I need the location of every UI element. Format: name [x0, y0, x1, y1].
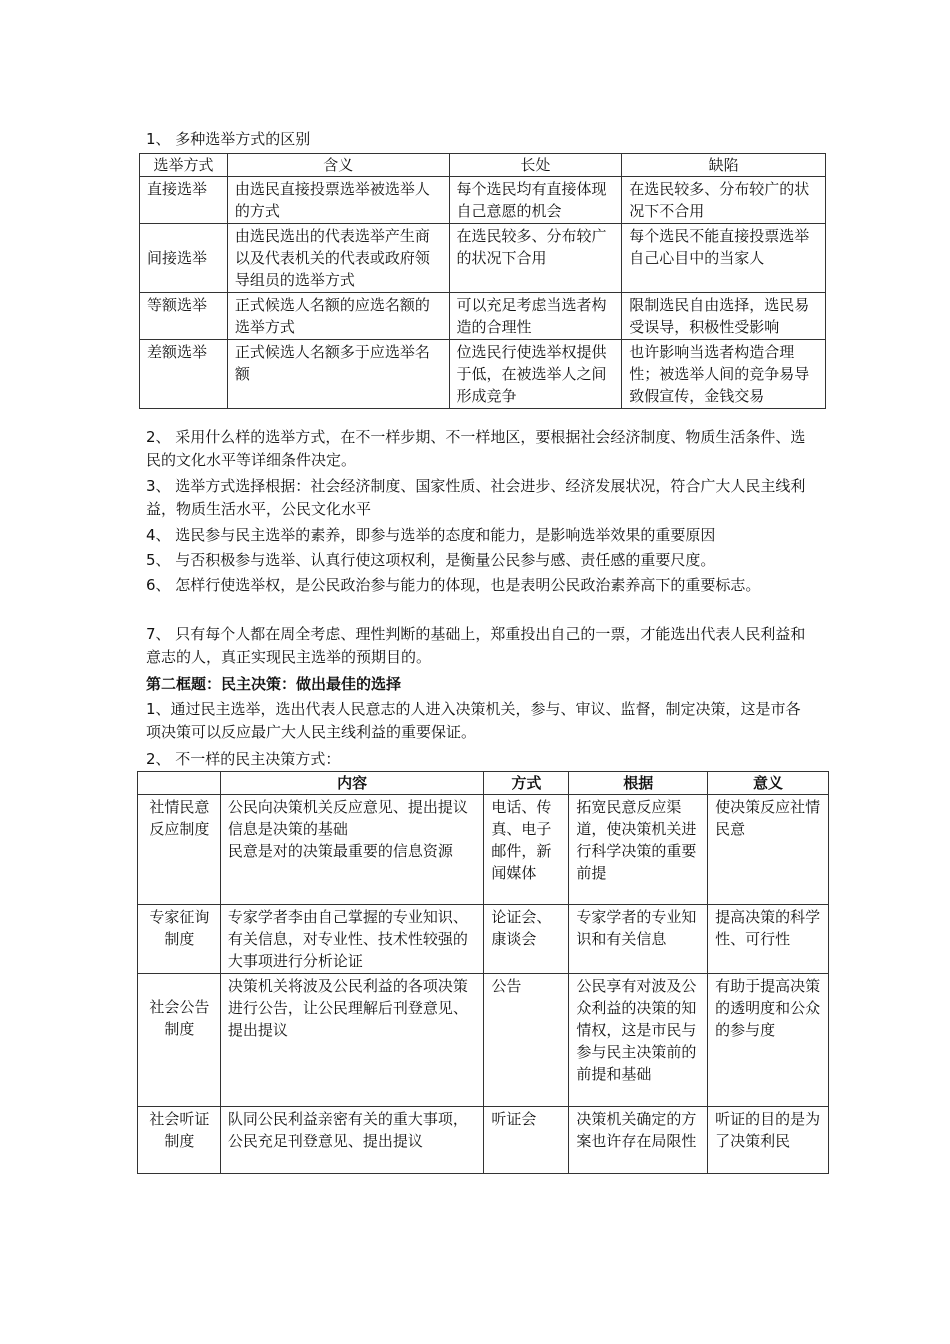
table-cell [220, 974, 484, 1107]
paragraph-2: 2、 采用什么样的选举方式，在不一样步期、不一样地区，要根据社会经济制度、物质生活条件、选民的文化水平等详细条件决定。 [146, 428, 806, 469]
table-header-cell: 含义 [227, 154, 449, 177]
table-cell: 每个选民不能直接投票选举自己心目中的当家人 [622, 224, 826, 293]
paragraph-3: 3、 选举方式选择根据：社会经济制度、国家性质、社会进步、经济发展状况，符合广大人民主线利益，物质生活水平，公民文化水平 [146, 477, 806, 518]
table-cell: 正式候选人名额的应选名额的选举方式 [227, 293, 449, 340]
table-header-cell: 根据 [569, 772, 708, 795]
paragraph-7: 7、 只有每个人都在周全考虑、理性判断的基础上，郑重投出自己的一票，才能选出代表人民利益和意志的人，真正实现民主选举的预期目的。 [146, 625, 806, 666]
table-header-cell: 选举方式 [140, 154, 228, 177]
table-row [138, 974, 829, 1107]
table-header-row [140, 154, 826, 177]
table-header-cell: 意义 [708, 772, 829, 795]
table-cell: 有助于提高决策的透明度和公众的参与度 [708, 974, 829, 1107]
paragraph-5: 5、 与否积极参与选举、认真行使这项权利，是衡量公民参与感、责任感的重要尺度。 [146, 551, 716, 569]
table-cell: 由选民直接投票选举被选举人的方式 [227, 177, 449, 224]
section1-heading: 1、 多种选举方式的区别 [146, 130, 311, 148]
table-cell: 听证会 [484, 1107, 569, 1174]
table-cell: 论证会、康谈会 [484, 905, 569, 974]
table-cell: 正式候选人名额多于应选举名额 [227, 340, 449, 409]
table-cell: 位选民行使选举权提供于低，在被选举人之间形成竞争 [449, 340, 622, 409]
table-cell [220, 1107, 484, 1174]
table-cell: 社会听证制度 [138, 1107, 221, 1174]
content-line: 专家学者李由自己掌握的专业知识、有关信息，对专业性、技术性较强的大事项进行分析论证 [227, 908, 468, 970]
section2-title: 第二框题：民主决策：做出最佳的选择 [146, 675, 402, 693]
table-row [140, 224, 826, 293]
table-cell [220, 905, 484, 974]
table-cell: 限制选民自由选择，选民易受误导，积极性受影响 [622, 293, 826, 340]
table-cell: 听证的目的是为了决策利民 [708, 1107, 829, 1174]
table-header-cell [138, 772, 221, 795]
table-cell: 在选民较多、分布较广的状况下不合用 [622, 177, 826, 224]
table-cell: 专家征询制度 [138, 905, 221, 974]
table-cell: 社情民意反应制度 [138, 795, 221, 905]
table-row [138, 795, 829, 905]
table-header-cell: 内容 [220, 772, 484, 795]
table-cell: 由选民选出的代表选举产生商以及代表机关的代表或政府领导组员的选举方式 [227, 224, 449, 293]
table-cell: 差额选举 [140, 340, 228, 409]
content-line: 队同公民利益亲密有关的重大事项，公民充足刊登意见、提出提议 [227, 1110, 468, 1150]
decision-methods-table [137, 771, 829, 1174]
table-cell: 电话、传真、电子邮件，新闻媒体 [484, 795, 569, 905]
table-cell: 直接选举 [140, 177, 228, 224]
table-cell: 使决策反应社情民意 [708, 795, 829, 905]
table-header-cell: 方式 [484, 772, 569, 795]
table-cell: 公民享有对波及公众利益的决策的知情权，这是市民与参与民主决策前的前提和基础 [569, 974, 708, 1107]
table-header-row [138, 772, 829, 795]
table-cell: 也许影响当选者构造合理性；被选举人间的竞争易导致假宣传，金钱交易 [622, 340, 826, 409]
content-line: 决策机关将波及公民利益的各项决策进行公告，让公民理解后刊登意见、提出提议 [227, 977, 468, 1039]
table-cell: 专家学者的专业知识和有关信息 [569, 905, 708, 974]
table-cell: 可以充足考虑当选者构造的合理性 [449, 293, 622, 340]
content-line: 公民向决策机关反应意见、提出提议 [227, 798, 468, 816]
election-methods-table [139, 153, 826, 409]
table-cell: 提高决策的科学性、可行性 [708, 905, 829, 974]
table-row [140, 177, 826, 224]
table-row [138, 1107, 829, 1174]
table-header-cell: 长处 [449, 154, 622, 177]
content-line: 民意是对的决策最重要的信息资源 [227, 842, 453, 860]
table-header-cell: 缺陷 [622, 154, 826, 177]
table-cell: 公告 [484, 974, 569, 1107]
paragraph-6: 6、 怎样行使选举权，是公民政治参与能力的体现，也是表明公民政治素养高下的重要标志。 [146, 576, 761, 594]
table-cell: 等额选举 [140, 293, 228, 340]
table-cell: 决策机关确定的方案也许存在局限性 [569, 1107, 708, 1174]
table-row [138, 905, 829, 974]
table-cell: 每个选民均有直接体现自己意愿的机会 [449, 177, 622, 224]
table-cell [220, 795, 484, 905]
section2-paragraph-1: 1、通过民主选举，选出代表人民意志的人进入决策机关，参与、审议、监督，制定决策，这是市各项决策可以反应最广大人民主线利益的重要保证。 [146, 700, 801, 741]
content-line: 信息是决策的基础 [227, 820, 348, 838]
paragraph-4: 4、 选民参与民主选举的素养，即参与选举的态度和能力，是影响选举效果的重要原因 [146, 526, 716, 544]
table-row [140, 340, 826, 409]
table-cell: 在选民较多、分布较广的状况下合用 [449, 224, 622, 293]
table-cell: 社会公告制度 [138, 974, 221, 1107]
table-cell: 拓宽民意反应渠道，使决策机关进行科学决策的重要前提 [569, 795, 708, 905]
section2-heading: 2、 不一样的民主决策方式： [146, 750, 341, 768]
table-cell: 间接选举 [140, 224, 228, 293]
table-row [140, 293, 826, 340]
